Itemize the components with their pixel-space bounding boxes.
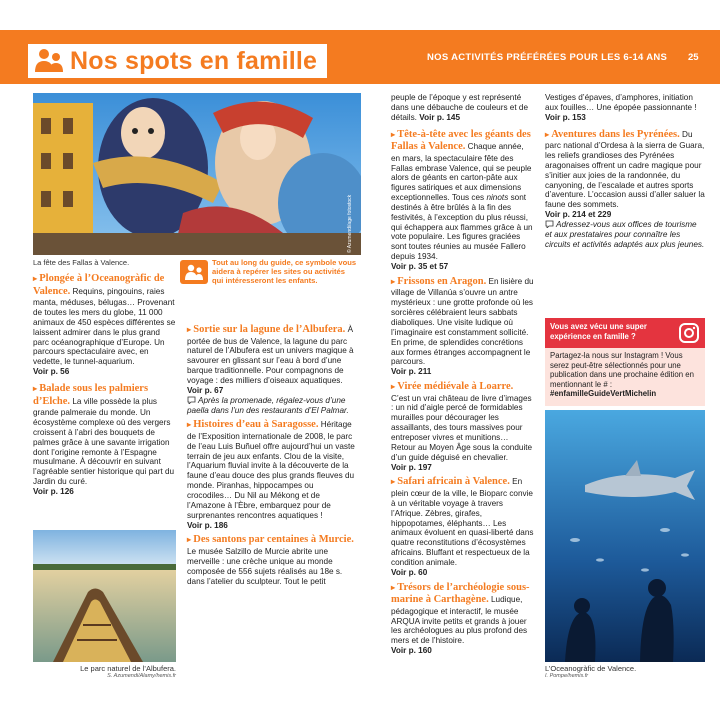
- note-icon: [545, 220, 554, 228]
- page-number: 25: [688, 52, 699, 63]
- article-title: Tête-à-tête avec les géants des Fallas à Valence.: [391, 128, 531, 153]
- section-subtitle: NOS ACTIVITÉS PRÉFÉRÉES POUR LES 6-14 ANS: [427, 52, 668, 63]
- page-reference: Voir p. 197: [391, 462, 432, 472]
- arrow-icon: ▸: [187, 535, 194, 545]
- caption-text: Le parc naturel de l’Albufera.: [80, 664, 176, 673]
- instagram-box: [545, 318, 705, 406]
- fallas-illustration: [33, 93, 361, 255]
- article-bioparc: [391, 476, 534, 577]
- family-icon: [180, 260, 208, 284]
- arrow-icon: ▸: [187, 420, 194, 430]
- page-reference: Voir p. 56: [33, 367, 70, 377]
- article-title: Sortie sur la lagune de l’Albufera.: [193, 324, 346, 335]
- article-text-italic: ninots: [486, 193, 509, 203]
- page-reference: Voir p. 153: [545, 112, 586, 122]
- page-reference: Voir p. 211: [391, 367, 432, 377]
- article-carthagene: [391, 582, 534, 656]
- article-note: [187, 396, 349, 415]
- photo-credit: I. Pompe/hemis.fr: [545, 673, 589, 679]
- instagram-box-header: [545, 318, 705, 348]
- oceanografic-photo: [545, 410, 705, 662]
- instagram-icon[interactable]: [678, 322, 700, 344]
- article-text: En plein cœur de la ville, le Bioparc convie à un véritable voyage à travers l’Afrique. Zèbres, girafes, hippopotames, éléphants… Les animaux évoluent en quasi-liberté dans quatre reconstitutions d’écosystèmes africains. Bluffant et respectueux de la condition animale.: [391, 477, 534, 567]
- article-elche: [33, 383, 176, 497]
- family-icon: [34, 48, 64, 74]
- article-carthagene-cont: [545, 93, 705, 123]
- arrow-icon: ▸: [187, 325, 194, 334]
- oceanografic-illustration: [545, 410, 705, 662]
- article-title: Frissons en Aragon.: [397, 275, 487, 287]
- arrow-icon: ▸: [33, 383, 40, 393]
- article-text: C’est un vrai château de livre d’images : un nid d’aigle percé de formidables murailles pour décourager les assaillants, des tours massives pour entreposer vivres et munitions… Retour au Moyen Âge sous la conduite d’un guide déguisé en chevalier.: [391, 393, 533, 462]
- column-3: [391, 93, 534, 659]
- fallas-caption: La fête des Fallas à Valence.: [33, 258, 130, 267]
- page-reference: Voir p. 160: [391, 646, 432, 656]
- article-text: Du parc national d’Ordesa à la sierra de Guara, les reliefs grandioses des Pyrénées aragonaises offrent un cadre magique pour s’initier aux joies de la randonnée, du canyoning, de l’escalade et autres sports d’aventure. L’occasion aussi d’aller saluer la faune des sommets.: [545, 129, 705, 210]
- note-icon: [187, 396, 196, 404]
- arrow-icon: ▸: [391, 382, 398, 392]
- page-title-box: [28, 44, 327, 78]
- page-reference: Voir p. 60: [391, 567, 428, 577]
- article-title: Safari africain à Valence.: [397, 476, 510, 488]
- article-text: peuple de l’époque y est représenté dans une débauche de couleurs et de détails.: [391, 93, 529, 122]
- fallas-photo: [33, 93, 361, 255]
- article-aragon: [391, 276, 534, 377]
- note-text: Après la promenade, régalez-vous d’une paella dans l’un des restaurants d’El Palmar.: [187, 395, 349, 415]
- article-text: Requins, pingouins, raies manta, méduses, bélugas… Provenant de toutes les mers du globe, 11 000 animaux de 450 espèces différentes se laissent admirer dans le plus grand parc océanographique d’Europe. Un parcours spectaculaire avec, en vedette, le tunnel-aquarium.: [33, 286, 176, 367]
- arrow-icon: ▸: [391, 477, 398, 487]
- arrow-icon: ▸: [545, 129, 552, 139]
- page-reference: Voir p. 214 et 229: [545, 210, 612, 220]
- page-reference: Voir p. 35 et 57: [391, 262, 449, 271]
- article-murcie: [187, 534, 358, 586]
- article-murcie-cont: [391, 93, 534, 123]
- oceanografic-caption: [545, 664, 705, 680]
- page-reference: Voir p. 126: [33, 486, 74, 496]
- fallas-credit: © Azumendi/age fotostock: [347, 194, 353, 253]
- article-title: Trésors de l’archéologie sous-marine à Carthagène.: [391, 581, 530, 606]
- albufera-photo: [33, 530, 176, 662]
- callout-text: Tout au long du guide, ce symbole vous aidera à repérer les sites ou activités qui intéresseront les enfants.: [212, 258, 357, 286]
- article-text: La ville possède la plus grande palmeraie du monde. Un écosystème complexe où des vergers croissent à l’abri des bouquets de palmes grâce à une savante irrigation dont l’origine remonte à l’Espagne musulmane. À découvrir en suivant l’agréable sentier historique qui part du Jardin du curé.: [33, 396, 175, 487]
- kids-symbol-callout: [180, 258, 358, 302]
- article-text: sont destinés à être brûlés à la fin des festivités, à l’exception du plus réussi, qui échappera aux flammes grâce à un vote populaire. Les figures graciées sont toutes réunies au musée Fallero depuis 1934.: [391, 193, 533, 262]
- instagram-box-title: Vous avez vécu une super expérience en famille ?: [550, 322, 647, 341]
- column-1: [33, 273, 176, 500]
- article-title: Histoires d’eau à Saragosse.: [193, 419, 319, 431]
- arrow-icon: ▸: [33, 274, 40, 283]
- page-reference: Voir p. 145: [419, 112, 461, 122]
- column-4: [545, 93, 705, 252]
- article-title: Plongée à l’Oceanogràfic de Valence.: [33, 273, 165, 297]
- article-title: Virée médiévale à Loarre.: [397, 381, 514, 393]
- instagram-box-body: [545, 348, 705, 406]
- albufera-illustration: [33, 530, 176, 662]
- arrow-icon: ▸: [391, 582, 398, 592]
- page-reference: Voir p. 186: [187, 520, 228, 530]
- article-text: Chaque année, en mars, la spectaculaire fête des Fallas embrase Valence, qui se peuple alors de géants en carton-pâte aux figures satiriques et aux dimensions exceptionnelles. Tous ces: [391, 142, 532, 203]
- article-saragosse: [187, 419, 358, 530]
- instagram-box-text: Partagez-la nous sur Instagram ! Vous serez peut-être sélectionnés pour une publication dans une prochaine édition en mentionnant le # :: [550, 351, 694, 389]
- article-text: Le musée Salzillo de Murcie abrite une merveille : une crèche unique au monde composée de 556 sujets réalisés au 18e s. dans l’atelier du sculpteur. Tout le petit: [187, 546, 343, 586]
- column-2: [187, 324, 358, 589]
- arrow-icon: ▸: [391, 276, 398, 286]
- article-text: Ludique, pédagogique et interactif, le musée ARQUA invite petits et grands à jouer les archéologues au plus profond des mers et de l’histoire.: [391, 595, 528, 646]
- article-fallas: [391, 129, 534, 272]
- article-title: Des santons par centaines à Murcie.: [193, 534, 354, 546]
- article-text: Vestiges d’épaves, d’amphores, initiation aux fouilles… Une épopée passionnante !: [545, 93, 697, 112]
- article-text: En lisière du village de Villanúa s’ouvre un antre mystérieux : une grotte profonde où les sorcières célébraient leurs sabbats diaboliques. Une visite ludique où l’imaginaire est constamment sollicité. En prime, de splendides concrétions aux formes étranges accompagnent le parcours.: [391, 276, 534, 367]
- article-loarre: [391, 381, 534, 472]
- article-albufera: [187, 324, 358, 415]
- article-oceanografic: [33, 273, 176, 377]
- page-title: Nos spots en famille: [70, 46, 318, 75]
- article-title: Balade sous les palmiers d’Elche.: [33, 382, 149, 407]
- article-title: Aventures dans les Pyrénées.: [551, 128, 680, 140]
- article-pyrenees: [545, 129, 705, 250]
- note-text: Adressez-vous aux offices de tourisme et aux prestataires pour connaître les circuits et activités adaptés aux plus jeunes.: [545, 219, 705, 249]
- article-note: [545, 220, 704, 249]
- arrow-icon: ▸: [391, 129, 398, 139]
- albufera-caption: [33, 664, 176, 680]
- photo-credit: S. Azumendi/Alamy/hemis.fr: [107, 673, 176, 679]
- article-text: À portée de bus de Valence, la lagune du parc naturel de l’Albufera est un univers magique à savourer en glissant sur l’eau à bord d’une barque traditionnelle. Pour compagnons de voyage : des milliers d’oiseaux aquatiques.: [187, 325, 354, 385]
- instagram-hashtag[interactable]: #enfamilleGuideVertMichelin: [550, 389, 657, 398]
- caption-text: L’Oceanogràfic de Valence.: [545, 664, 637, 673]
- page-reference: Voir p. 67: [187, 385, 224, 395]
- article-text: Héritage de l’Exposition internationale de 2008, le parc de l’eau Luis Buñuel offre aujourd’hui un vaste terrain de jeu aux enfants. Clou de la visite, l’Aquarium fluvial invite à la découverte de la faune d’eau douce des plus grands fleuves du monde. Piranhas, hippocampes ou crocodiles… Du Nil au Mékong et de l’Amazone à l’Èbre, embarquez pour de surprenantes rencontres aquatiques !: [187, 420, 355, 520]
